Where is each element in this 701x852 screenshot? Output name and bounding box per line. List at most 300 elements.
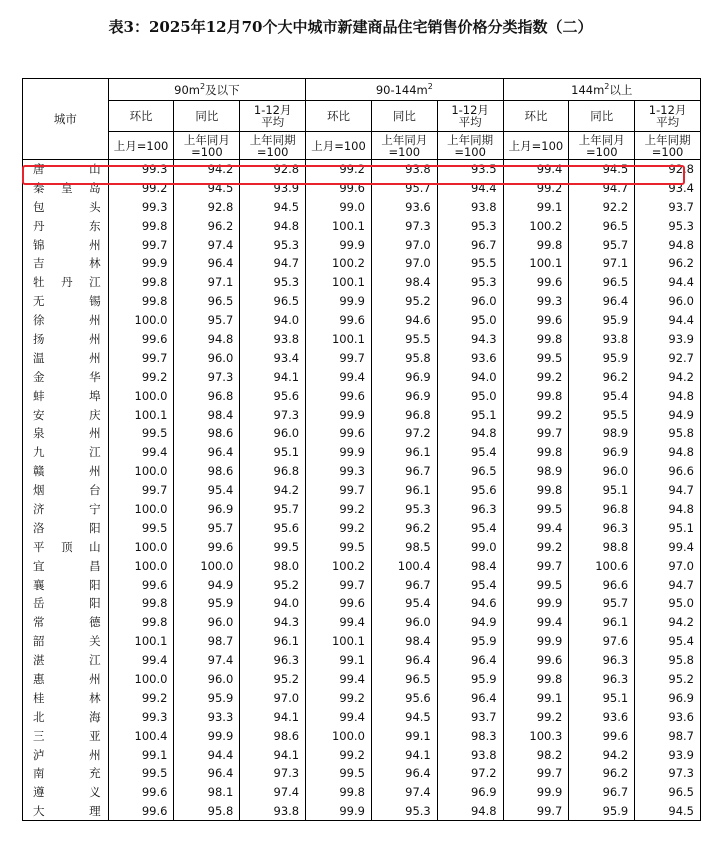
value-cell: 95.8 [371, 348, 437, 367]
value-cell: 99.5 [108, 424, 174, 443]
city-name: 岳 阳 [33, 596, 101, 611]
value-cell: 99.6 [306, 386, 372, 405]
value-cell: 96.5 [437, 462, 503, 481]
value-cell: 95.3 [240, 273, 306, 292]
value-cell: 99.6 [108, 330, 174, 349]
value-cell: 98.5 [371, 537, 437, 556]
value-cell: 94.8 [437, 424, 503, 443]
value-cell: 95.3 [437, 273, 503, 292]
value-cell: 99.2 [503, 367, 569, 386]
value-cell: 96.4 [371, 764, 437, 783]
city-cell [23, 216, 109, 235]
city-name: 湛 江 [33, 653, 101, 668]
value-cell: 100.1 [306, 330, 372, 349]
city-cell [23, 556, 109, 575]
value-cell: 95.9 [437, 670, 503, 689]
value-cell: 95.5 [569, 405, 635, 424]
table-row [23, 443, 701, 462]
value-cell: 93.8 [437, 197, 503, 216]
value-cell: 95.8 [635, 651, 701, 670]
value-cell: 96.6 [569, 575, 635, 594]
value-cell: 99.6 [108, 783, 174, 802]
city-cell [23, 292, 109, 311]
value-cell: 96.5 [569, 216, 635, 235]
city-cell [23, 651, 109, 670]
value-cell: 92.8 [174, 197, 240, 216]
value-cell: 93.9 [635, 745, 701, 764]
value-cell: 95.0 [635, 594, 701, 613]
value-cell: 96.5 [371, 670, 437, 689]
value-cell: 100.2 [306, 254, 372, 273]
city-header: 城市 [23, 79, 109, 160]
subheader-cell: 同比 [569, 101, 635, 132]
value-cell: 94.4 [635, 273, 701, 292]
value-cell: 99.2 [306, 160, 372, 179]
value-cell: 99.4 [306, 613, 372, 632]
city-cell [23, 707, 109, 726]
value-cell: 99.5 [306, 537, 372, 556]
value-cell: 97.0 [371, 254, 437, 273]
value-cell: 95.6 [371, 688, 437, 707]
table-row [23, 688, 701, 707]
table-body [23, 160, 701, 821]
value-cell: 99.7 [306, 575, 372, 594]
value-cell: 96.7 [371, 575, 437, 594]
table-row [23, 481, 701, 500]
value-cell: 99.7 [108, 348, 174, 367]
city-cell [23, 802, 109, 821]
value-cell: 95.4 [437, 443, 503, 462]
city-name: 赣 州 [33, 464, 101, 479]
value-cell: 96.1 [569, 613, 635, 632]
value-cell: 97.3 [635, 764, 701, 783]
value-cell: 94.1 [240, 707, 306, 726]
value-cell: 96.3 [437, 500, 503, 519]
value-cell: 94.2 [635, 613, 701, 632]
city-name: 常 德 [33, 615, 101, 630]
subheader-cell: 1-12月平均 [240, 101, 306, 132]
value-cell: 99.4 [503, 518, 569, 537]
value-cell: 96.8 [371, 405, 437, 424]
value-cell: 99.7 [503, 556, 569, 575]
value-cell: 94.7 [569, 178, 635, 197]
value-cell: 96.4 [437, 688, 503, 707]
city-name: 金 华 [33, 369, 101, 384]
value-cell: 93.6 [437, 348, 503, 367]
value-cell: 99.1 [503, 197, 569, 216]
value-cell: 99.7 [503, 424, 569, 443]
city-cell [23, 235, 109, 254]
city-name: 扬 州 [33, 331, 101, 346]
table-row [23, 348, 701, 367]
group-header-large: $144m^2$以上 [503, 79, 700, 101]
table-row [23, 745, 701, 764]
value-cell: 96.2 [174, 216, 240, 235]
value-cell: 95.2 [635, 670, 701, 689]
value-cell: 97.3 [240, 764, 306, 783]
value-cell: 94.2 [635, 367, 701, 386]
value-cell: 94.3 [240, 613, 306, 632]
value-cell: 95.8 [174, 802, 240, 821]
value-cell: 99.5 [503, 500, 569, 519]
value-cell: 97.2 [371, 424, 437, 443]
value-cell: 96.9 [174, 500, 240, 519]
table-row [23, 518, 701, 537]
value-cell: 95.9 [437, 632, 503, 651]
value-cell: 97.2 [437, 764, 503, 783]
value-cell: 95.1 [635, 518, 701, 537]
value-cell: 100.6 [569, 556, 635, 575]
value-cell: 100.1 [108, 632, 174, 651]
subheader-cell: 环比 [108, 101, 174, 132]
value-cell: 94.8 [635, 500, 701, 519]
table-row [23, 632, 701, 651]
value-cell: 96.4 [174, 443, 240, 462]
value-cell: 96.0 [174, 670, 240, 689]
value-cell: 94.8 [635, 443, 701, 462]
value-cell: 99.9 [174, 726, 240, 745]
value-cell: 99.8 [503, 330, 569, 349]
value-cell: 99.5 [306, 764, 372, 783]
value-cell: 95.2 [371, 292, 437, 311]
base-cell: 上月=100 [503, 132, 569, 160]
value-cell: 96.1 [371, 443, 437, 462]
value-cell: 95.9 [569, 348, 635, 367]
city-name: 丹 东 [33, 218, 101, 233]
value-cell: 99.9 [306, 802, 372, 821]
value-cell: 95.2 [240, 575, 306, 594]
table-row [23, 216, 701, 235]
value-cell: 99.3 [108, 707, 174, 726]
value-cell: 95.4 [371, 594, 437, 613]
value-cell: 99.6 [306, 594, 372, 613]
value-cell: 99.6 [108, 575, 174, 594]
value-cell: 96.7 [437, 235, 503, 254]
value-cell: 98.3 [437, 726, 503, 745]
value-cell: 95.9 [569, 311, 635, 330]
value-cell: 95.4 [437, 575, 503, 594]
value-cell: 93.5 [437, 160, 503, 179]
value-cell: 95.1 [437, 405, 503, 424]
value-cell: 96.7 [371, 462, 437, 481]
value-cell: 94.1 [371, 745, 437, 764]
value-cell: 96.7 [569, 783, 635, 802]
value-cell: 99.6 [569, 726, 635, 745]
value-cell: 99.6 [306, 311, 372, 330]
value-cell: 95.4 [635, 632, 701, 651]
value-cell: 96.4 [371, 651, 437, 670]
value-cell: 95.6 [437, 481, 503, 500]
table-row [23, 235, 701, 254]
base-cell: 上月=100 [306, 132, 372, 160]
value-cell: 95.7 [569, 594, 635, 613]
city-name: 济 宁 [33, 501, 101, 516]
value-cell: 95.9 [174, 594, 240, 613]
value-cell: 99.9 [108, 254, 174, 273]
value-cell: 99.2 [503, 405, 569, 424]
value-cell: 99.2 [306, 500, 372, 519]
table-row [23, 556, 701, 575]
value-cell: 96.0 [371, 613, 437, 632]
table-row [23, 254, 701, 273]
value-cell: 99.4 [306, 367, 372, 386]
value-cell: 92.7 [635, 348, 701, 367]
value-cell: 99.8 [503, 386, 569, 405]
value-cell: 92.2 [569, 197, 635, 216]
value-cell: 94.6 [437, 594, 503, 613]
value-cell: 99.9 [503, 632, 569, 651]
city-cell [23, 197, 109, 216]
value-cell: 96.9 [635, 688, 701, 707]
value-cell: 96.2 [569, 764, 635, 783]
value-cell: 94.5 [569, 160, 635, 179]
table-row [23, 405, 701, 424]
value-cell: 99.8 [108, 216, 174, 235]
city-name: 惠 州 [33, 671, 101, 686]
city-name: 吉 林 [33, 256, 101, 271]
value-cell: 94.0 [240, 311, 306, 330]
table-row [23, 537, 701, 556]
city-cell [23, 500, 109, 519]
value-cell: 97.4 [174, 651, 240, 670]
table-row [23, 670, 701, 689]
value-cell: 98.7 [174, 632, 240, 651]
value-cell: 97.4 [240, 783, 306, 802]
value-cell: 96.0 [437, 292, 503, 311]
value-cell: 93.8 [437, 745, 503, 764]
city-cell [23, 311, 109, 330]
city-cell [23, 330, 109, 349]
city-name: 洛 阳 [33, 520, 101, 535]
value-cell: 96.5 [240, 292, 306, 311]
city-name: 蚌 埠 [33, 388, 101, 403]
value-cell: 95.4 [569, 386, 635, 405]
value-cell: 94.8 [174, 330, 240, 349]
value-cell: 100.3 [503, 726, 569, 745]
city-cell [23, 670, 109, 689]
value-cell: 96.3 [240, 651, 306, 670]
value-cell: 99.8 [108, 292, 174, 311]
city-name: 温 州 [33, 350, 101, 365]
price-index-table [22, 78, 701, 821]
value-cell: 99.6 [108, 802, 174, 821]
value-cell: 94.2 [240, 481, 306, 500]
group-header-medium: $90-144m^2$ [306, 79, 503, 101]
value-cell: 94.7 [635, 575, 701, 594]
value-cell: 94.6 [371, 311, 437, 330]
value-cell: 95.8 [635, 424, 701, 443]
value-cell: 99.4 [635, 537, 701, 556]
city-name: 韶 关 [33, 634, 101, 649]
value-cell: 99.6 [306, 178, 372, 197]
value-cell: 99.4 [306, 670, 372, 689]
value-cell: 94.4 [174, 745, 240, 764]
subheader-cell: 同比 [371, 101, 437, 132]
subheader-cell: 环比 [503, 101, 569, 132]
value-cell: 94.9 [437, 613, 503, 632]
city-name: 牡 丹 江 [33, 275, 101, 290]
value-cell: 94.0 [437, 367, 503, 386]
city-cell [23, 518, 109, 537]
base-cell: 上年同月=100 [569, 132, 635, 160]
value-cell: 93.8 [371, 160, 437, 179]
value-cell: 99.4 [108, 651, 174, 670]
value-cell: 99.2 [503, 707, 569, 726]
value-cell: 95.0 [437, 311, 503, 330]
base-cell: 上年同期=100 [635, 132, 701, 160]
value-cell: 94.4 [635, 311, 701, 330]
value-cell: 99.8 [503, 481, 569, 500]
value-cell: 99.1 [108, 745, 174, 764]
city-name: 安 庆 [33, 407, 101, 422]
value-cell: 94.4 [437, 178, 503, 197]
value-cell: 94.5 [371, 707, 437, 726]
value-cell: 94.5 [174, 178, 240, 197]
value-cell: 100.2 [503, 216, 569, 235]
city-cell [23, 160, 109, 179]
city-cell [23, 462, 109, 481]
value-cell: 96.9 [371, 386, 437, 405]
value-cell: 96.0 [635, 292, 701, 311]
city-cell [23, 481, 109, 500]
value-cell: 99.6 [306, 424, 372, 443]
base-cell: 上年同期=100 [240, 132, 306, 160]
value-cell: 99.6 [174, 537, 240, 556]
city-name: 三 亚 [33, 728, 101, 743]
value-cell: 99.5 [503, 348, 569, 367]
value-cell: 93.4 [635, 178, 701, 197]
city-name: 宜 昌 [33, 558, 101, 573]
value-cell: 98.2 [503, 745, 569, 764]
value-cell: 95.6 [240, 386, 306, 405]
table-row [23, 651, 701, 670]
table-row [23, 160, 701, 179]
value-cell: 93.8 [240, 802, 306, 821]
value-cell: 97.1 [174, 273, 240, 292]
value-cell: 97.4 [174, 235, 240, 254]
value-cell: 95.6 [240, 518, 306, 537]
value-cell: 93.6 [569, 707, 635, 726]
value-cell: 99.9 [306, 292, 372, 311]
value-cell: 99.2 [503, 178, 569, 197]
value-cell: 93.6 [371, 197, 437, 216]
table-row [23, 613, 701, 632]
value-cell: 97.0 [635, 556, 701, 575]
table-title: 表3：2025年12月70个大中城市新建商品住宅销售价格分类指数（二） [108, 18, 593, 36]
value-cell: 97.3 [371, 216, 437, 235]
value-cell: 96.8 [569, 500, 635, 519]
value-cell: 96.5 [569, 273, 635, 292]
table-row [23, 462, 701, 481]
value-cell: 99.5 [108, 518, 174, 537]
city-cell [23, 367, 109, 386]
value-cell: 96.9 [371, 367, 437, 386]
value-cell: 93.9 [635, 330, 701, 349]
table-row [23, 783, 701, 802]
table-row [23, 726, 701, 745]
value-cell: 94.1 [240, 745, 306, 764]
value-cell: 99.2 [306, 518, 372, 537]
value-cell: 93.8 [569, 330, 635, 349]
value-cell: 99.3 [503, 292, 569, 311]
value-cell: 95.7 [371, 178, 437, 197]
value-cell: 99.6 [503, 311, 569, 330]
city-name: 锦 州 [33, 237, 101, 252]
city-cell [23, 594, 109, 613]
value-cell: 93.9 [240, 178, 306, 197]
value-cell: 99.4 [503, 613, 569, 632]
subheader-cell: 同比 [174, 101, 240, 132]
value-cell: 99.2 [108, 367, 174, 386]
value-cell: 100.1 [306, 632, 372, 651]
value-cell: 95.9 [569, 802, 635, 821]
value-cell: 99.0 [437, 537, 503, 556]
value-cell: 97.3 [174, 367, 240, 386]
value-cell: 96.4 [174, 254, 240, 273]
value-cell: 94.5 [240, 197, 306, 216]
value-cell: 95.4 [437, 518, 503, 537]
value-cell: 96.3 [569, 670, 635, 689]
city-cell [23, 424, 109, 443]
value-cell: 100.1 [306, 273, 372, 292]
value-cell: 95.3 [371, 802, 437, 821]
table-row [23, 424, 701, 443]
value-cell: 98.4 [371, 273, 437, 292]
subheader-cell: 1-12月平均 [635, 101, 701, 132]
city-cell [23, 764, 109, 783]
value-cell: 95.4 [174, 481, 240, 500]
value-cell: 98.6 [174, 462, 240, 481]
value-cell: 99.7 [503, 802, 569, 821]
city-cell [23, 178, 109, 197]
value-cell: 97.0 [240, 688, 306, 707]
value-cell: 99.9 [306, 443, 372, 462]
city-name: 遵 义 [33, 785, 101, 800]
value-cell: 100.0 [108, 500, 174, 519]
value-cell: 95.3 [437, 216, 503, 235]
value-cell: 99.3 [108, 160, 174, 179]
city-cell [23, 745, 109, 764]
city-name: 烟 台 [33, 483, 101, 498]
value-cell: 94.8 [437, 802, 503, 821]
city-name: 平 顶 山 [33, 539, 101, 554]
value-cell: 98.9 [569, 424, 635, 443]
value-cell: 95.1 [240, 443, 306, 462]
value-cell: 96.6 [635, 462, 701, 481]
value-cell: 97.1 [569, 254, 635, 273]
table-row [23, 311, 701, 330]
value-cell: 96.4 [569, 292, 635, 311]
table-row [23, 707, 701, 726]
subheader-cell: 1-12月平均 [437, 101, 503, 132]
value-cell: 99.2 [306, 688, 372, 707]
value-cell: 93.4 [240, 348, 306, 367]
city-cell [23, 273, 109, 292]
value-cell: 95.7 [240, 500, 306, 519]
value-cell: 99.9 [306, 235, 372, 254]
value-cell: 93.7 [437, 707, 503, 726]
value-cell: 99.7 [503, 764, 569, 783]
table-row [23, 178, 701, 197]
city-cell [23, 386, 109, 405]
value-cell: 98.1 [174, 783, 240, 802]
value-cell: 94.9 [635, 405, 701, 424]
base-cell: 上年同期=100 [437, 132, 503, 160]
table-row [23, 197, 701, 216]
value-cell: 99.2 [306, 745, 372, 764]
value-cell: 95.1 [569, 688, 635, 707]
value-cell: 96.2 [635, 254, 701, 273]
